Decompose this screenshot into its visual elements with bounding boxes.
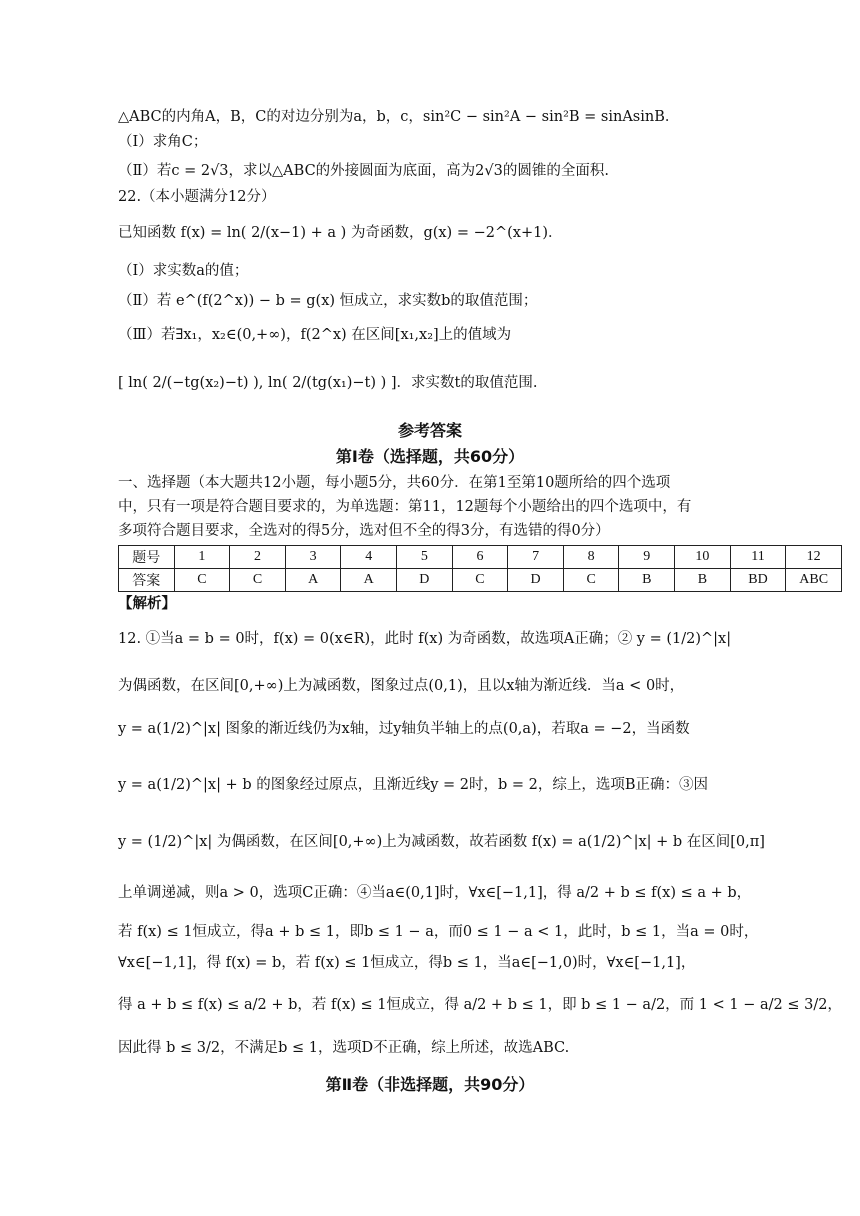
table-cell: C [563,569,619,592]
solution-line: y = a(1/2)^|x| + b 的图象经过原点，且渐近线y = 2时，b = 2，综上，选项B正确：③因 [118,777,709,793]
analysis-label: 【解析】 [118,595,176,612]
q22-part3: （Ⅲ）若∃x₁，x₂∈(0,+∞)，f(2^x) 在区间[x₁,x₂]上的值域为 [118,327,512,343]
table-cell: C [452,569,508,592]
table-cell: D [397,569,453,592]
q22-part2: （Ⅱ）若 e^(f(2^x)) − b = g(x) 恒成立，求实数b的取值范围； [118,293,538,309]
table-cell: 12 [786,546,842,569]
table-cell: 3 [285,546,341,569]
table-cell: 11 [730,546,786,569]
table-cell: 8 [563,546,619,569]
q22-part3-range: [ ln( 2/(−tg(x₂)−t) ), ln( 2/(tg(x₁)−t) ) ]．求实数t的取值范围. [118,375,538,391]
q21-part1: （Ⅰ）求角C； [118,134,208,150]
table-cell: 2 [230,546,286,569]
solution-line: 12. ①当a = b = 0时，f(x) = 0(x∈R)，此时 f(x) 为奇函数，故选项A正确；② y = (1/2)^|x| [118,631,732,647]
table-cell: 1 [174,546,230,569]
solution-line: y = a(1/2)^|x| 图象的渐近线仍为x轴，过y轴负半轴上的点(0,a)，若取a = −2，当函数 [118,721,690,737]
part1-title: 第Ⅰ卷（选择题，共60分） [335,447,525,466]
solution-line: 为偶函数，在区间[0,+∞)上为减函数，图象过点(0,1)，且以x轴为渐近线．当a < 0时， [118,678,685,694]
q21-stem: △ABC的内角A，B，C的对边分别为a，b，c，sin²C − sin²A − sin²B = sinAsinB． [118,109,680,125]
table-cell: 9 [619,546,675,569]
table-cell: B [675,569,731,592]
q22-part1: （Ⅰ）求实数a的值； [118,263,249,279]
table-cell: C [230,569,286,592]
solution-line: 因此得 b ≤ 3/2，不满足b ≤ 1，选项D不正确，综上所述，故选ABC. [118,1040,570,1056]
table-header-cell: 答案 [119,569,175,592]
solution-line: 得 a + b ≤ f(x) ≤ a/2 + b，若 f(x) ≤ 1恒成立，得 a/2 + b ≤ 1，即 b ≤ 1 − a/2，而 1 < 1 − a/2 ≤ 3/2， [118,997,842,1013]
table-row-numbers [119,546,842,569]
solution-line: 上单调递减，则a > 0，选项C正确：④当a∈(0,1]时，∀x∈[−1,1]，得 a/2 + b ≤ f(x) ≤ a + b， [118,885,752,901]
part2-title: 第Ⅱ卷（非选择题，共90分） [325,1075,535,1094]
intro-line-3: 多项符合题目要求，全选对的得5分，选对但不全的得3分，有选错的得0分） [118,523,610,539]
table-cell: A [285,569,341,592]
table-cell: ABC [786,569,842,592]
solution-line: y = (1/2)^|x| 为偶函数，在区间[0,+∞)上为减函数，故若函数 f(x) = a(1/2)^|x| + b 在区间[0,π] [118,834,765,850]
table-cell: 6 [452,546,508,569]
table-header-cell: 题号 [119,546,175,569]
table-cell: C [174,569,230,592]
table-cell: D [508,569,564,592]
intro-line-1: 一、选择题（本大题共12小题，每小题5分，共60分．在第1至第10题所给的四个选项 [118,475,671,491]
solution-line: ∀x∈[−1,1]，得 f(x) = b，若 f(x) ≤ 1恒成立，得b ≤ 1，当a∈[−1,0)时，∀x∈[−1,1]， [118,955,696,971]
solution-line: 若 f(x) ≤ 1恒成立，得a + b ≤ 1，即b ≤ 1 − a，而0 ≤ 1 − a < 1，此时，b ≤ 1，当a = 0时， [118,924,759,940]
table-cell: 7 [508,546,564,569]
table-cell: 4 [341,546,397,569]
table-cell: BD [730,569,786,592]
q22-stem: 已知函数 f(x) = ln( 2/(x−1) + a ) 为奇函数，g(x) = −2^(x+1)． [118,225,563,241]
table-cell: B [619,569,675,592]
table-cell: A [341,569,397,592]
intro-line-2: 中，只有一项是符合题目要求的，为单选题：第11，12题每个小题给出的四个选项中，有 [118,499,692,515]
answer-table [118,545,842,592]
q21-part2: （Ⅱ）若c = 2√3，求以△ABC的外接圆面为底面，高为2√3的圆锥的全面积. [118,163,609,179]
table-row-answers [119,569,842,592]
table-cell: 10 [675,546,731,569]
q22-header: 22.（本小题满分12分） [118,189,276,205]
answers-title: 参考答案 [397,421,462,440]
table-cell: 5 [397,546,453,569]
